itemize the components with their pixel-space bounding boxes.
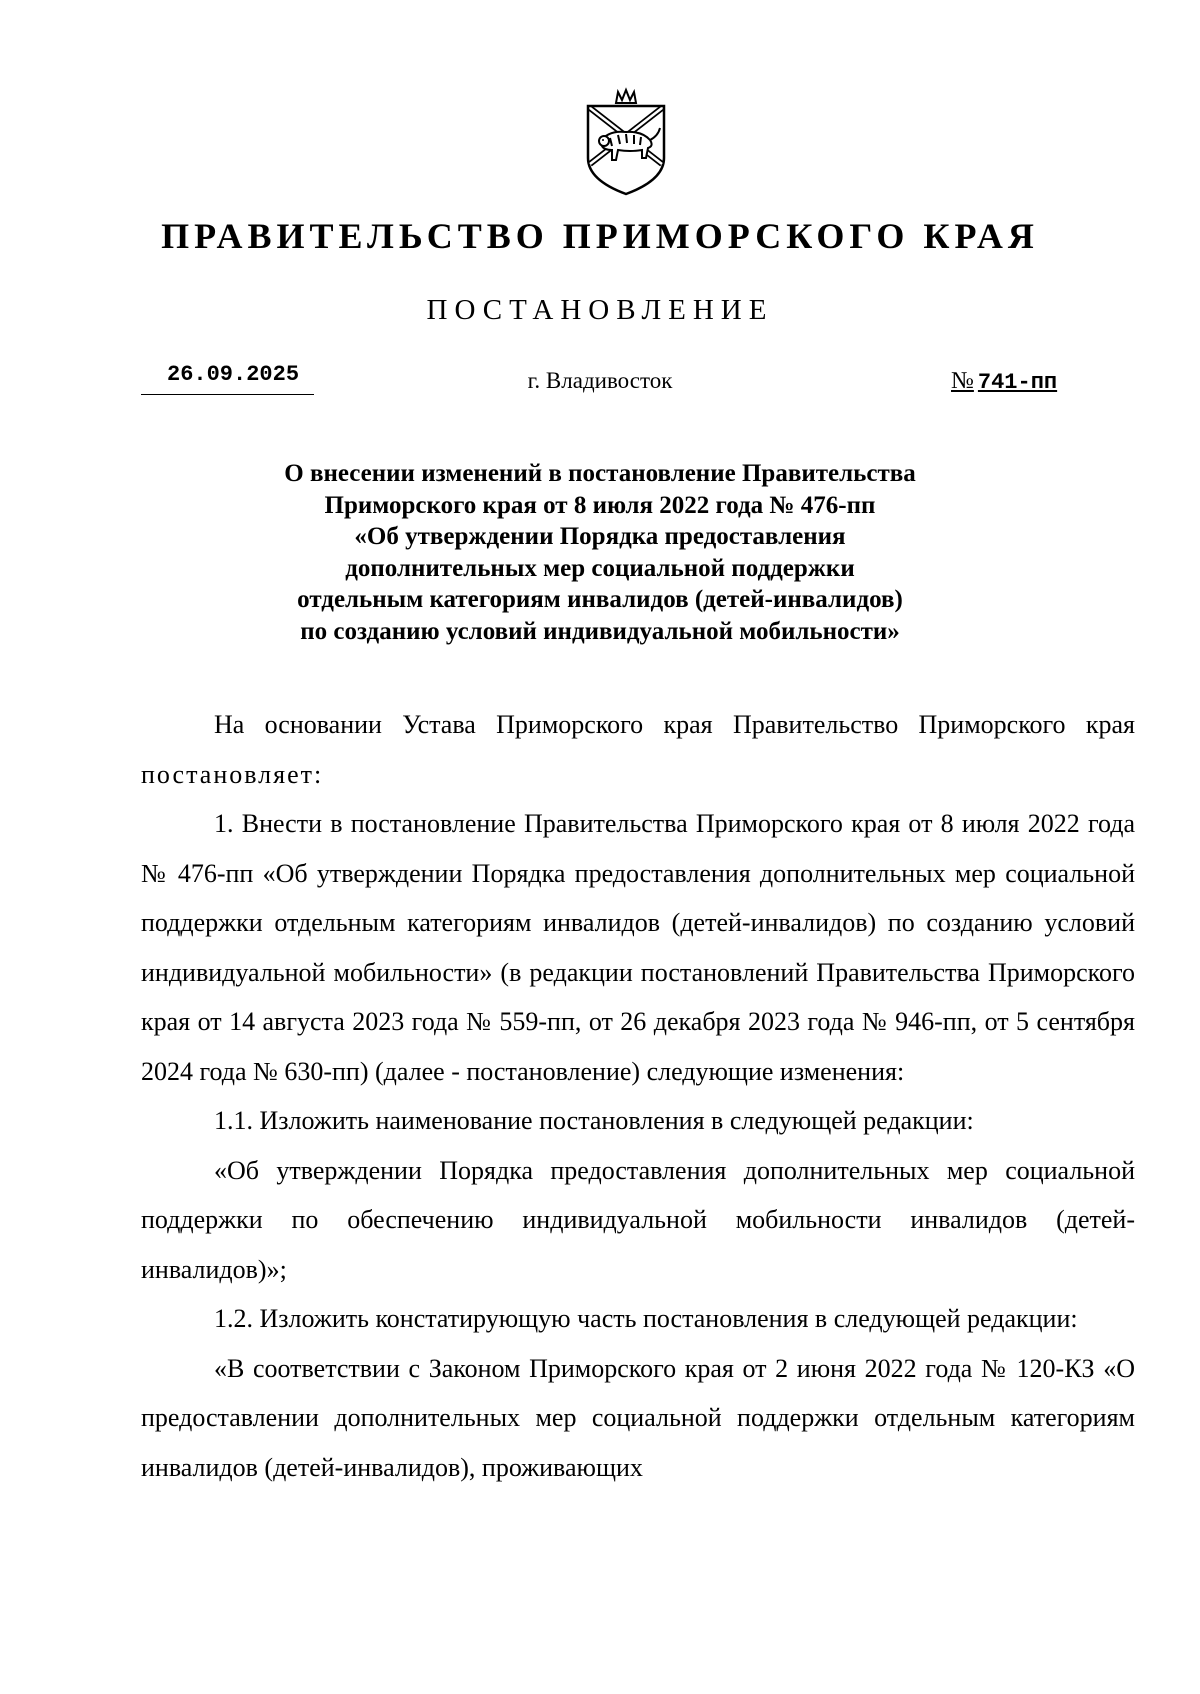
paragraph-item-1: 1. Внести в постановление Правительства Приморского края от 8 июля 2022 года № 476-пп «Об утверждении Порядка предоставления дополнительных мер социальной поддержки отдельным категориям инвалидов (детей-инвалидов) по созданию условий индивидуальной мобильности» (в редакции постановлений Правительства Приморского края от 14 августа 2023 года № 559-пп, от 26 декабря 2023 года № 946-пп, от 5 сентября 2024 года № 630-пп) (далее - постановление) следующие изменения: [141, 809, 1135, 1086]
paragraph-preamble [141, 700, 1135, 799]
document-date: 26.09.2025 [167, 362, 300, 387]
document-number: 741-пп [977, 370, 1058, 395]
title-line: отдельным категориям инвалидов (детей-инвалидов) [297, 586, 903, 613]
number-sign: № [951, 368, 974, 394]
document-type: ПОСТАНОВЛЕНИЕ [426, 294, 774, 326]
title-line: дополнительных мер социальной поддержки [345, 554, 855, 582]
document-title [140, 458, 1060, 647]
document-number-field [951, 366, 1067, 398]
paragraph-item-1-2-text: «В соответствии с Законом Приморского края от 2 июня 2022 года № 120-КЗ «О предоставлении дополнительных мер социальной поддержки отдельным категориям инвалидов (детей-инвалидов), проживающих [141, 1353, 1135, 1482]
preamble-text: На основании Устава Приморского края Правительство Приморского края [214, 710, 1135, 739]
paragraph-item-1-1-text: «Об утверждении Порядка предоставления дополнительных мер социальной поддержки по обеспечению индивидуальной мобильности инвалидов (детей-инвалидов)»; [141, 1155, 1135, 1284]
title-line: «Об утверждении Порядка предоставления [354, 523, 846, 550]
coat-of-arms-emblem [582, 86, 670, 198]
preamble-decree-word: постановляет: [141, 759, 324, 789]
paragraph-item-1-2: 1.2. Изложить констатирующую часть постановления в следующей редакции: [214, 1304, 1078, 1333]
document-city: г. Владивосток [527, 368, 673, 393]
organization-name: ПРАВИТЕЛЬСТВО ПРИМОРСКОГО КРАЯ [161, 216, 1039, 256]
document-body [141, 700, 1135, 1492]
title-line: Приморского края от 8 июля 2022 года № 476-пп [324, 491, 876, 519]
paragraph-item-1-1: 1.1. Изложить наименование постановления в следующей редакции: [214, 1106, 974, 1135]
title-line: по созданию условий индивидуальной мобильности» [300, 617, 900, 645]
title-line: О внесении изменений в постановление Правительства [284, 460, 916, 487]
